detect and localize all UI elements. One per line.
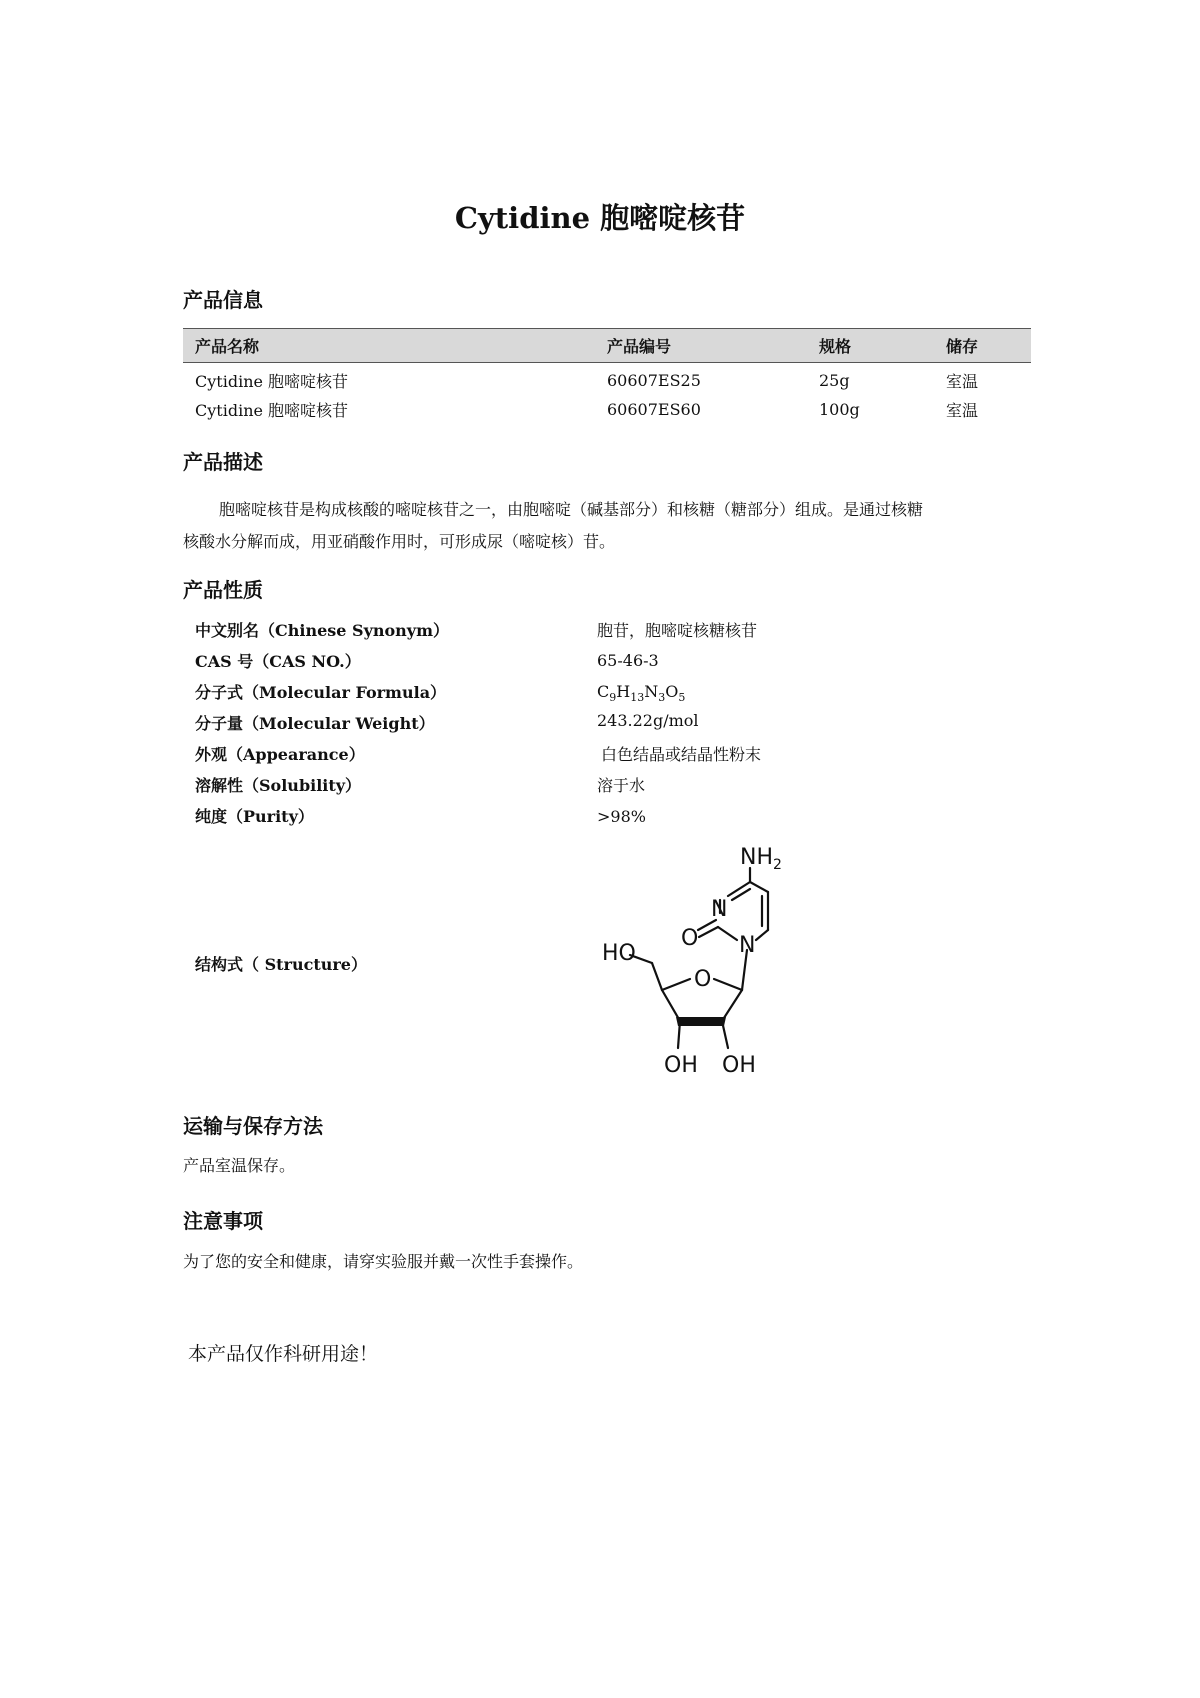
table-header-row <box>183 329 1031 363</box>
property-value: 65-46-3 <box>597 651 659 670</box>
atom-n3: N <box>711 897 728 922</box>
precautions-text: 为了您的安全和健康，请穿实验服并戴一次性手套操作。 <box>183 1252 584 1271</box>
molecular-formula: $C_9H_{13}N_3O_5$ <box>597 682 686 705</box>
table-header: 储存 <box>934 329 1031 363</box>
description-line: 核酸水分解而成，用亚硝酸作用时，可形成尿（嘧啶核）苷。 <box>183 532 616 551</box>
property-row <box>195 773 1035 804</box>
table-cell: 室温 <box>946 401 979 420</box>
property-row <box>195 618 1035 649</box>
section-heading-description: 产品描述 <box>183 450 263 474</box>
table-cell: 100g <box>819 400 860 419</box>
table-header: 规格 <box>807 329 934 363</box>
property-row <box>195 804 1035 835</box>
property-row <box>195 742 1035 773</box>
property-label: 中文别名（Chinese Synonym） <box>195 621 450 640</box>
table-cell: 60607ES60 <box>607 400 701 419</box>
atom-n1: N <box>739 933 756 958</box>
atom-o-ring: O <box>694 967 712 992</box>
property-row <box>195 649 1035 680</box>
table-row <box>183 395 1031 424</box>
table-row <box>183 363 1031 396</box>
property-label: CAS 号（CAS NO.） <box>195 652 361 671</box>
section-heading-storage: 运输与保存方法 <box>183 1114 323 1138</box>
research-use-note: 本产品仅作科研用途！ <box>188 1343 379 1365</box>
atom-oh-left: OH <box>664 1053 698 1078</box>
section-heading-product-info: 产品信息 <box>183 288 263 312</box>
description-paragraph <box>183 494 923 558</box>
property-value: 243.22g/mol <box>597 711 699 730</box>
section-heading-precautions: 注意事项 <box>183 1209 263 1233</box>
table-cell: 25g <box>819 371 850 390</box>
table-header: 产品名称 <box>183 329 595 363</box>
property-label: 分子式（Molecular Formula） <box>195 683 447 702</box>
table-cell: 室温 <box>946 372 979 391</box>
product-info-table <box>183 328 1031 424</box>
property-label: 纯度（Purity） <box>195 807 314 826</box>
atom-oh-right: OH <box>722 1053 756 1078</box>
structure-label: 结构式（ Structure） <box>195 955 367 974</box>
table-cell: Cytidine 胞嘧啶核苷 <box>195 372 349 391</box>
property-row <box>195 711 1035 742</box>
storage-text: 产品室温保存。 <box>183 1156 296 1175</box>
property-value: 白色结晶或结晶性粉末 <box>601 745 762 764</box>
property-label: 分子量（Molecular Weight） <box>195 714 435 733</box>
description-line: 胞嘧啶核苷是构成核酸的嘧啶核苷之一，由胞嘧啶（碱基部分）和核糖（糖部分）组成。是通过核糖 <box>219 500 924 519</box>
property-value: 胞苷，胞嘧啶核糖核苷 <box>597 621 758 640</box>
property-row <box>195 680 1035 711</box>
cytidine-structure-diagram <box>590 840 800 1085</box>
atom-nh2: $NH_2$ <box>740 845 782 873</box>
property-value: 溶于水 <box>597 776 646 795</box>
property-label: 溶解性（Solubility） <box>195 776 362 795</box>
page-title: Cytidine 胞嘧啶核苷 <box>454 201 746 235</box>
atom-o2: O <box>681 926 699 951</box>
property-value: >98% <box>597 807 646 826</box>
section-heading-properties: 产品性质 <box>183 578 263 602</box>
property-label: 外观（Appearance） <box>195 745 365 764</box>
table-header: 产品编号 <box>595 329 807 363</box>
atom-ho: HO <box>602 941 636 966</box>
table-cell: Cytidine 胞嘧啶核苷 <box>195 401 349 420</box>
table-cell: 60607ES25 <box>607 371 701 390</box>
